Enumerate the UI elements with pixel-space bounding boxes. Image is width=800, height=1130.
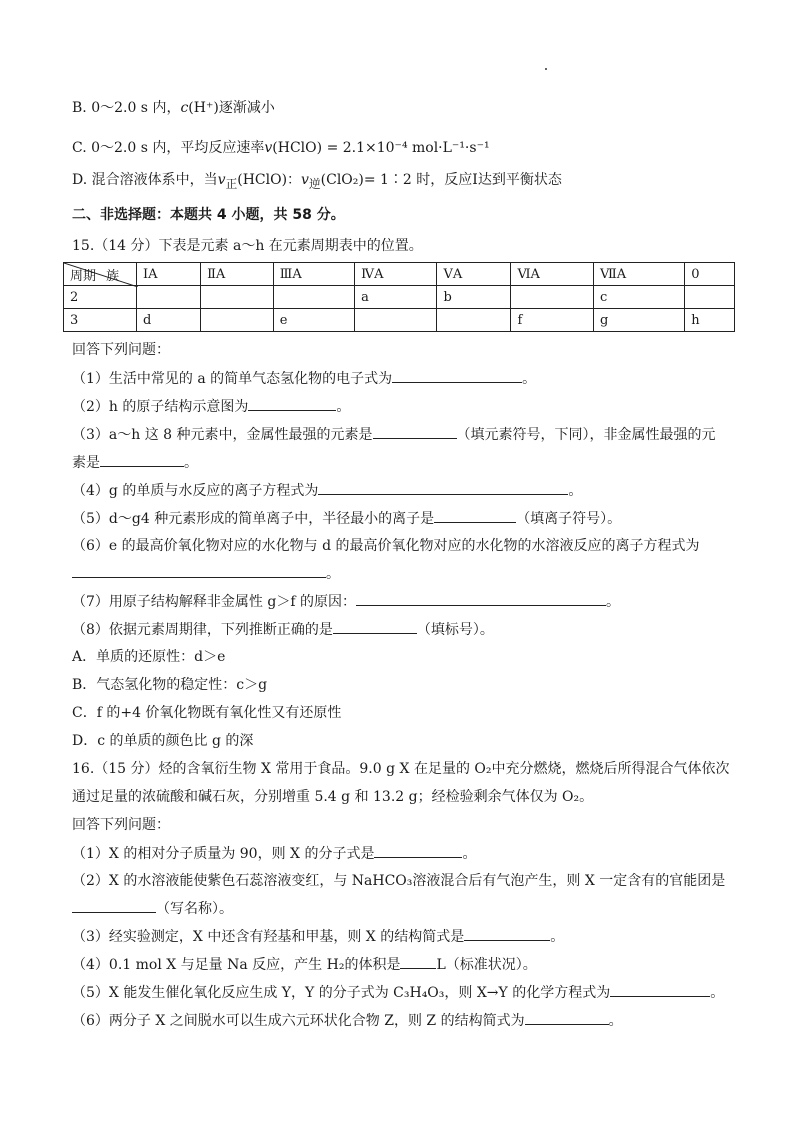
q14-option-d [72,170,562,194]
q14-option-b [72,98,275,118]
table-cell [355,309,437,332]
q15-part-8 [72,619,494,640]
corner-cell [64,263,137,286]
answer-blank[interactable] [356,591,606,606]
question-text: （8）依据元素周期律，下列推断正确的是 [72,622,333,638]
q16-part-2: （2）X 的水溶液能使紫色石蕊溶液变红，与 NaHCO₃溶液混合后有气泡产生，则 X 一定含有的官能团是 [72,873,726,889]
q15-choice-b: B．气态氢化物的稳定性：c＞g [72,677,268,693]
q15-part-2 [72,396,350,417]
period-mark: 。 [336,399,351,415]
question-text: L（标准状况）。 [436,957,537,973]
option-d-tail: = 1∶2 时，反应Ⅰ达到平衡状态 [363,172,562,188]
period-cell: 3 [64,309,137,332]
concentration-symbol: c [180,100,189,116]
q14-option-c [72,138,490,158]
header-cell: ⅦA [594,263,685,286]
header-cell: 0 [685,263,735,286]
q16-part-5 [72,982,724,1003]
answer-blank[interactable] [464,926,550,941]
answer-blank[interactable] [434,508,516,523]
table-cell: g [594,309,685,332]
answer-blank[interactable] [610,982,710,997]
answer-blank[interactable] [333,619,417,634]
rate-value: = 2.1×10⁻⁴ mol·L⁻¹·s⁻¹ [326,140,490,156]
q15-part-3-cont [72,452,198,473]
answer-blank[interactable] [525,1010,609,1025]
table-cell: h [685,309,735,332]
q15-part-6: （6）e 的最高价氧化物对应的水化物与 d 的最高价氧化物对应的水化物的水溶液反应的离子方程式为 [72,538,700,554]
table-cell: a [355,286,437,309]
table-cell [137,286,201,309]
header-cell: ⅢA [273,263,354,286]
hclo-species: (HClO) [237,172,288,188]
table-cell [201,286,274,309]
option-b-tail: 逐渐减小 [218,100,275,116]
table-row [64,309,735,332]
q16-part-3 [72,926,564,947]
clo2-species: (ClO₂) [320,172,364,188]
period-mark: 。 [550,929,565,945]
answer-blank[interactable] [392,368,522,383]
hclo-species: (HClO) [272,140,323,156]
table-header-row [64,263,735,286]
corner-period-label: 周期 [70,268,97,284]
hydrogen-ion: (H⁺) [188,100,219,116]
corner-group-label: 族 [106,268,120,284]
q15-choice-c: C．f 的+4 价氧化物既有氧化性又有还原性 [72,705,342,721]
forward-subscript: 正 [225,176,238,191]
q16-part-2-cont [72,898,233,919]
q15-intro: 15.（14 分）下表是元素 a～h 在元素周期表中的位置。 [72,238,423,254]
question-text: （7）用原子结构解释非金属性 g＞f 的原因： [72,594,356,610]
period-mark: 。 [605,594,620,610]
answer-blank[interactable] [100,452,184,467]
period-mark: 。 [326,566,340,582]
question-text: （1）X 的相对分子质量为 90，则 X 的分子式是 [72,846,375,862]
header-cell: ⅣA [355,263,437,286]
rate-symbol: v [264,140,273,156]
rate-forward-symbol: v [217,172,226,188]
option-c-text: C. 0～2.0 s 内，平均反应速率 [72,140,265,156]
question-text: （填离子符号）。 [516,511,622,527]
table-cell [201,309,274,332]
ratio-colon: ： [287,172,302,188]
q15-answer-prompt: 回答下列问题： [72,342,170,358]
question-text: （写名称）。 [156,901,233,917]
table-cell [511,286,594,309]
period-mark: 。 [568,483,583,499]
q16-part-1 [72,843,476,864]
question-text: （填标号）。 [416,622,494,638]
q16-answer-prompt: 回答下列问题： [72,817,170,833]
answer-blank[interactable] [373,424,457,439]
header-cell: ⅥA [511,263,594,286]
answer-blank[interactable] [318,480,568,495]
diagonal-line [64,263,138,287]
question-text: （填元素符号，下同），非金属性最强的元 [456,427,716,443]
question-text: （1）生活中常见的 a 的简单气态氢化物的电子式为 [72,371,393,387]
q15-part-4 [72,480,582,501]
header-cell: ⅤA [437,263,511,286]
question-text: 素是 [72,455,100,471]
period-mark: 。 [462,846,477,862]
speck [545,68,547,70]
question-text: （5）d～g4 种元素形成的简单离子中，半径最小的离子是 [72,511,435,527]
question-text: （6）两分子 X 之间脱水可以生成六元环状化合物 Z，则 Z 的结构简式为 [72,1013,525,1029]
table-cell: d [137,309,201,332]
header-cell: ⅠA [137,263,201,286]
option-d-text: D. 混合溶液体系中，当 [72,172,218,188]
rate-reverse-symbol: v [301,172,309,188]
table-cell: b [437,286,511,309]
q15-part-3 [72,424,716,445]
period-mark: 。 [608,1013,623,1029]
q16-intro-1: 16.（15 分）烃的含氧衍生物 X 常用于食品。9.0 g X 在足量的 O₂中充分燃烧，燃烧后所得混合气体依次 [72,761,730,777]
table-cell: c [594,286,685,309]
question-text: （3）经实验测定，X 中还含有羟基和甲基，则 X 的结构简式是 [72,929,465,945]
period-mark: 。 [184,455,198,471]
q15-part-5 [72,508,621,529]
q15-part-7 [72,591,620,612]
option-b-text: B. 0～2.0 s 内， [72,100,181,116]
q16-part-6 [72,1010,623,1031]
period-cell: 2 [64,286,137,309]
table-cell [437,309,511,332]
answer-blank[interactable] [400,954,436,969]
table-cell: f [511,309,594,332]
answer-blank[interactable] [374,843,462,858]
answer-blank[interactable] [72,898,156,913]
period-mark: 。 [710,985,725,1001]
answer-blank[interactable] [72,563,326,578]
question-text: （5）X 能发生催化氧化反应生成 Y，Y 的分子式为 C₃H₄O₃，则 X→Y 的化学方程式为 [72,985,611,1001]
question-text: （2）h 的原子结构示意图为 [72,399,249,415]
header-cell: ⅡA [201,263,274,286]
q16-intro-2: 通过足量的浓硫酸和碱石灰，分别增重 5.4 g 和 13.2 g；经检验剩余气体仅为 O₂。 [72,789,594,805]
q15-choice-a: A．单质的还原性：d＞e [72,649,226,665]
question-text: （3）a～h 这 8 种元素中，金属性最强的元素是 [72,427,373,443]
q15-choice-d: D．c 的单质的颜色比 g 的深 [72,733,254,749]
question-text: （4）0.1 mol X 与足量 Na 反应，产生 H₂的体积是 [72,957,401,973]
table-row [64,286,735,309]
table-cell: e [273,309,354,332]
q15-part-1 [72,368,536,389]
reverse-subscript: 逆 [308,176,321,191]
table-cell [685,286,735,309]
q15-part-6-blank [72,563,340,584]
answer-blank[interactable] [248,396,336,411]
period-mark: 。 [522,371,537,387]
question-text: （4）g 的单质与水反应的离子方程式为 [72,483,319,499]
periodic-table [63,262,735,332]
q16-part-4 [72,954,537,975]
table-cell [273,286,354,309]
section-heading: 二、非选择题：本题共 4 小题，共 58 分。 [72,207,345,223]
